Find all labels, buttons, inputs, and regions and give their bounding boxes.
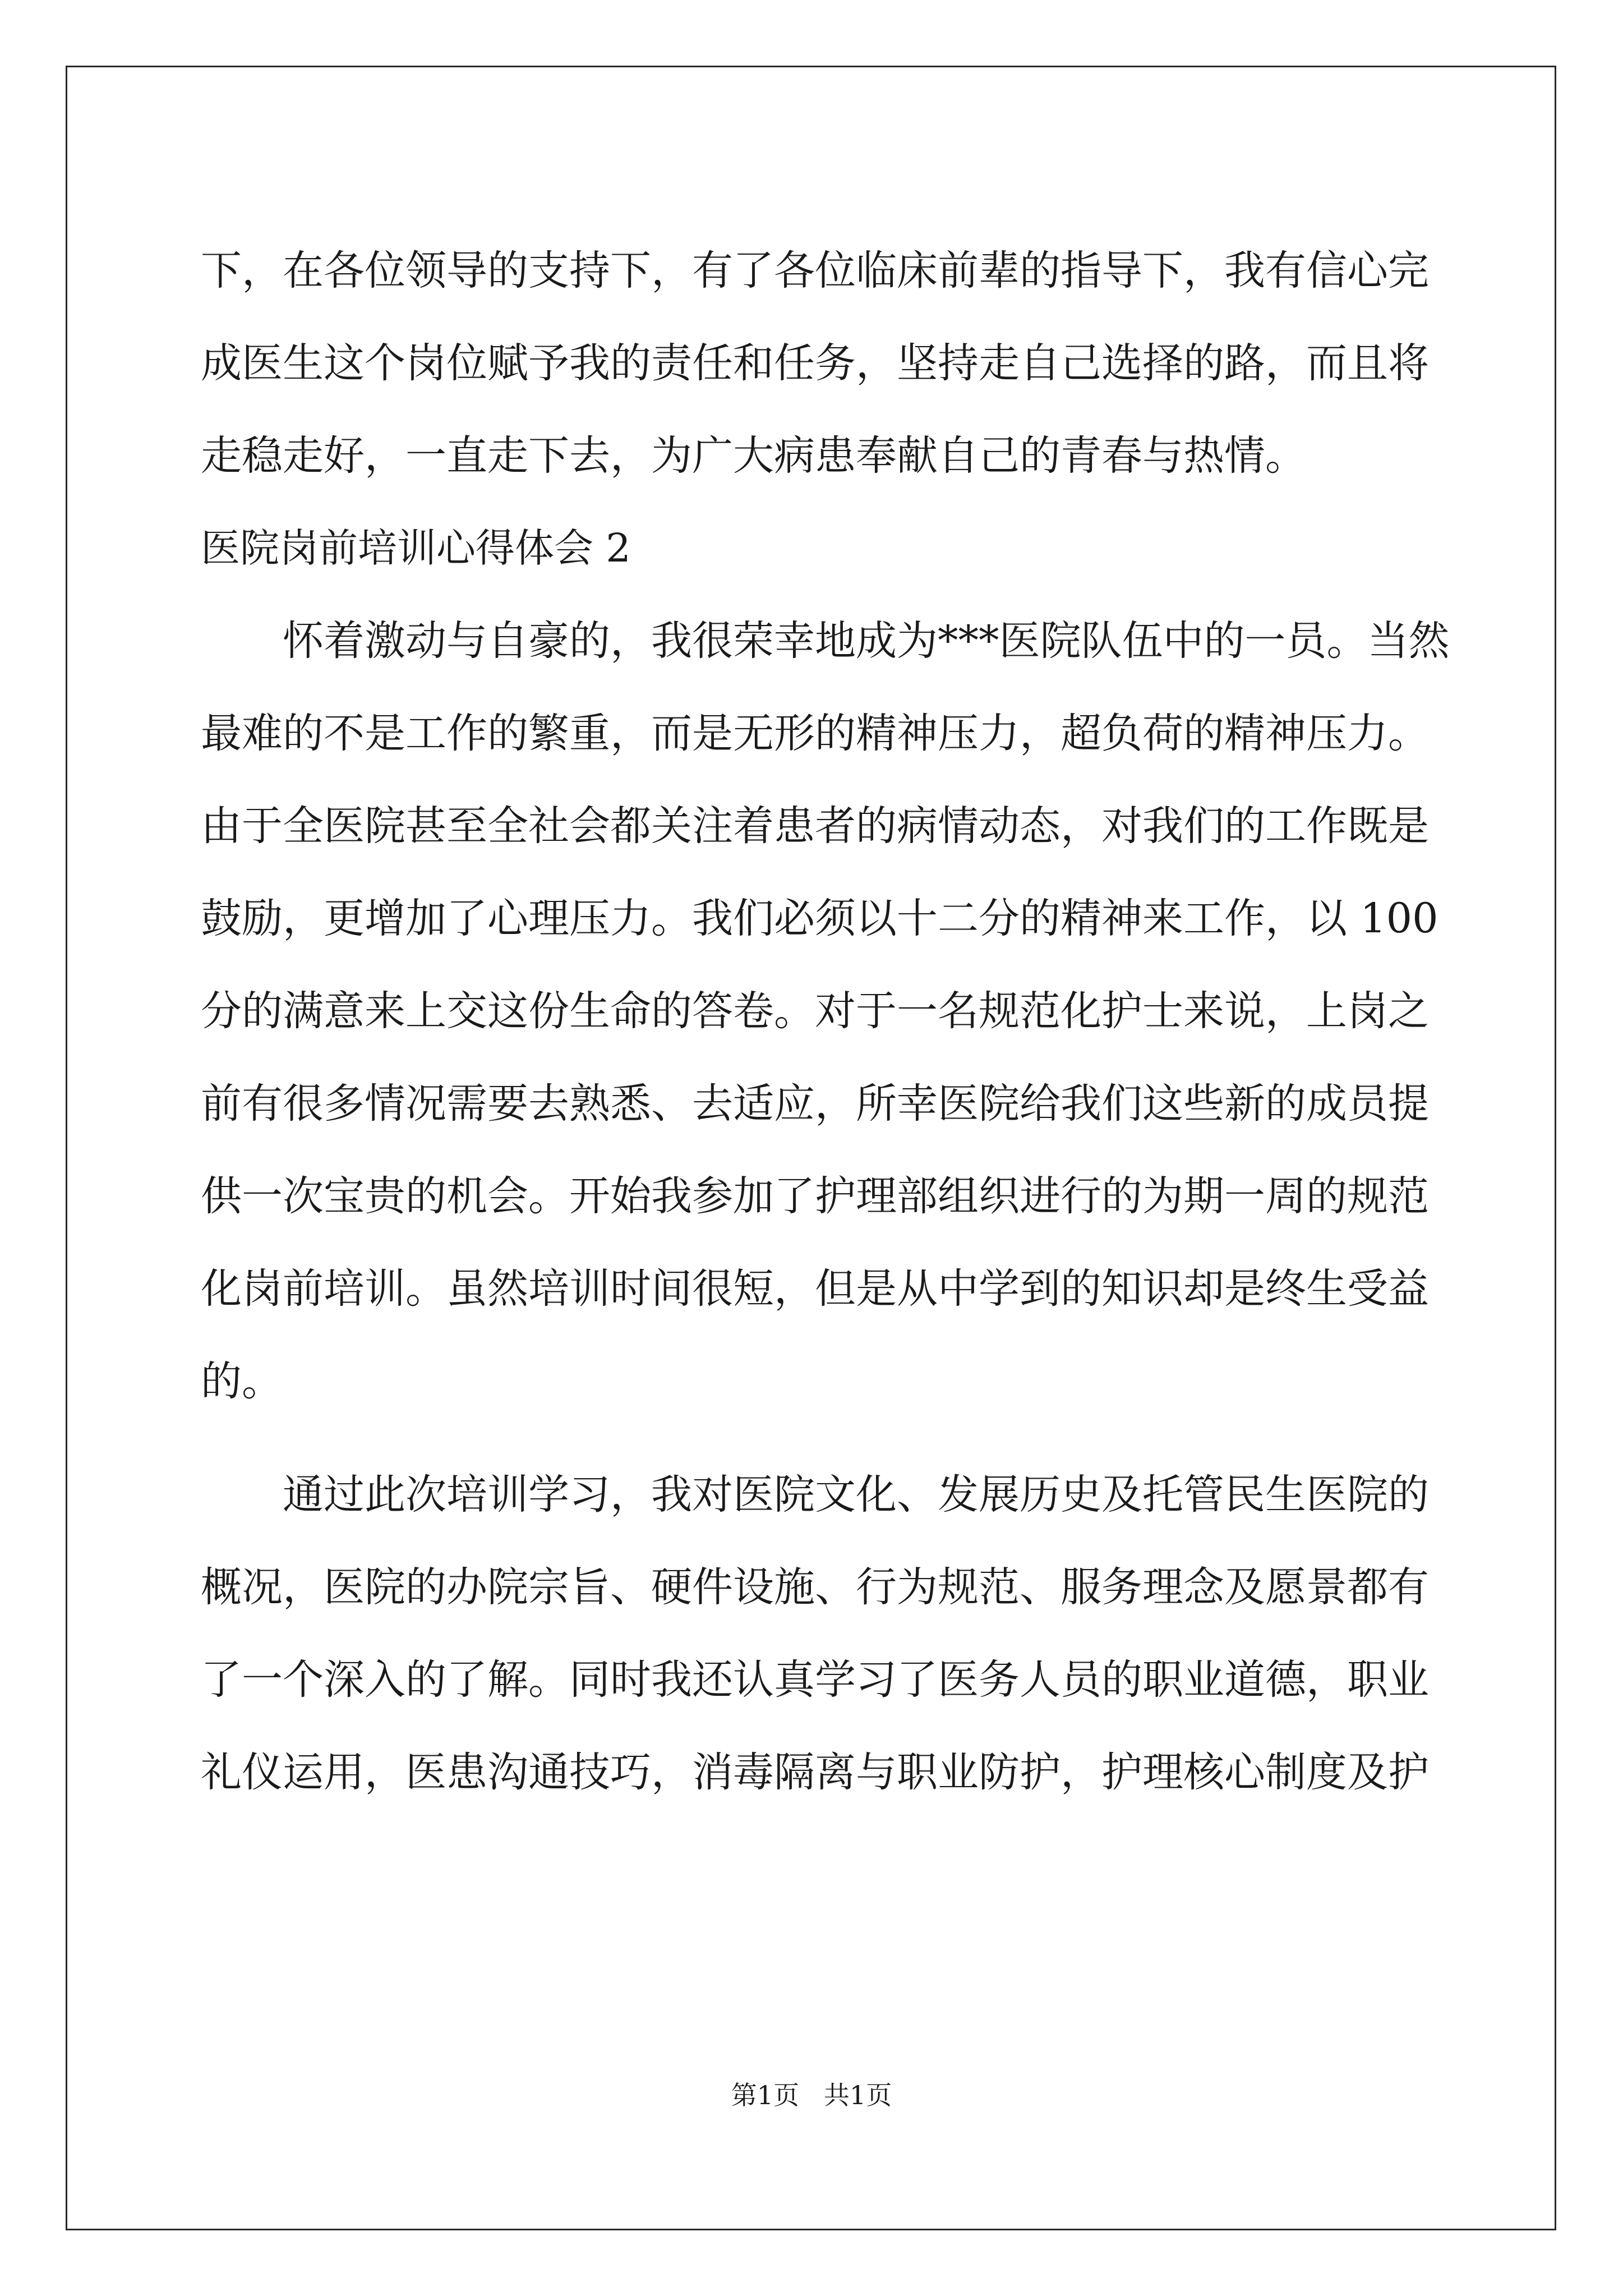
text-line: 通过此次培训学习，我对医院文化、发展历史及托管民生医院的 [283, 1471, 1429, 1519]
text-line: 前有很多情况需要去熟悉、去适应，所幸医院给我们这些新的成员提 [201, 1080, 1429, 1128]
text-line: 化岗前培训。虽然培训时间很短，但是从中学到的知识却是终生受益 [201, 1265, 1429, 1313]
page-footer: 第1页 共1页 [731, 2080, 892, 2110]
text-line: 下，在各位领导的支持下，有了各位临床前辈的指导下，我有信心完 [201, 247, 1429, 295]
text-line: 分的满意来上交这份生命的答卷。对于一名规范化护士来说，上岗之 [201, 987, 1429, 1035]
text-line: 走稳走好，一直走下去，为广大病患奉献自己的青春与热情。 [201, 432, 1306, 480]
text-line: 怀着激动与自豪的，我很荣幸地成为***医院队伍中的一员。当然 [283, 617, 1450, 665]
text-line: 最难的不是工作的繁重，而是无形的精神压力，超负荷的精神压力。 [201, 710, 1429, 757]
section-heading: 医院岗前培训心得体会 2 [201, 525, 631, 571]
text-line: 了一个深入的了解。同时我还认真学习了医务人员的职业道德，职业 [201, 1656, 1429, 1704]
text-line: 供一次宝贵的机会。开始我参加了护理部组织进行的为期一周的规范 [201, 1172, 1429, 1220]
text-line: 礼仪运用，医患沟通技巧，消毒隔离与职业防护，护理核心制度及护 [201, 1749, 1429, 1796]
text-line: 由于全医院甚至全社会都关注着患者的病情动态，对我们的工作既是 [201, 802, 1429, 850]
text-line: 成医生这个岗位赋予我的责任和任务，坚持走自己选择的路，而且将 [201, 339, 1429, 387]
text-line: 概况，医院的办院宗旨、硬件设施、行为规范、服务理念及愿景都有 [201, 1563, 1429, 1611]
text-line: 鼓励，更增加了心理压力。我们必须以十二分的精神来工作，以 100 [201, 895, 1438, 942]
document-body [201, 224, 1450, 1819]
text-line: 的。 [201, 1358, 283, 1405]
